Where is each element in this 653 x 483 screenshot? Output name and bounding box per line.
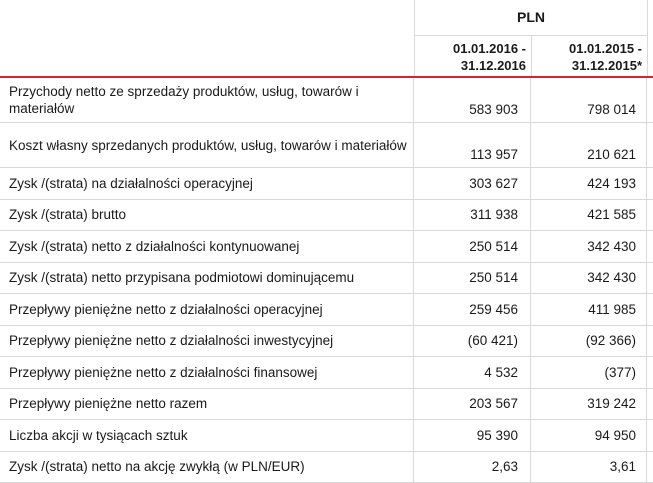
value-2015: 798 014: [531, 78, 647, 122]
period-end: 31.12.2015*: [530, 57, 642, 74]
value-2016: (60 421): [414, 326, 531, 357]
table-row: [0, 168, 653, 200]
row-label: Zysk /(strata) netto na akcję zwykłą (w PLN/EUR): [0, 452, 414, 483]
value-2015: 3,61: [531, 452, 647, 483]
row-label: Przepływy pieniężne netto razem: [0, 389, 414, 420]
row-label: Zysk /(strata) brutto: [0, 200, 414, 231]
value-2015: 210 621: [531, 123, 647, 167]
row-label: Przepływy pieniężne netto z działalności operacyjnej: [0, 294, 414, 325]
value-2016: 2,63: [414, 452, 531, 483]
value-2015: 411 985: [531, 294, 647, 325]
value-2015: 342 430: [531, 231, 647, 262]
value-2015: 421 585: [531, 200, 647, 231]
table-row: [0, 452, 653, 483]
value-2015: (92 366): [531, 326, 647, 357]
value-2016: 4 532: [414, 357, 531, 388]
table-row: [0, 420, 653, 452]
value-2016: 250 514: [414, 263, 531, 294]
value-2016: 303 627: [414, 168, 531, 199]
column-divider: [647, 0, 648, 78]
table-row: [0, 389, 653, 421]
table-row: [0, 231, 653, 263]
row-label: Zysk /(strata) netto przypisana podmiotowi dominującemu: [0, 263, 414, 294]
table-row: [0, 78, 653, 123]
period-header-2015: [530, 40, 642, 74]
value-2015: (377): [531, 357, 647, 388]
period-end: 31.12.2016: [414, 57, 526, 74]
value-2016: 95 390: [414, 420, 531, 451]
table-body: [0, 78, 653, 483]
period-start: 01.01.2015 -: [530, 40, 642, 57]
row-label: Liczba akcji w tysiącach sztuk: [0, 420, 414, 451]
row-label: Przepływy pieniężne netto z działalności inwestycyjnej: [0, 326, 414, 357]
value-2016: 259 456: [414, 294, 531, 325]
value-2015: 94 950: [531, 420, 647, 451]
row-label: Zysk /(strata) netto z działalności kontynuowanej: [0, 231, 414, 262]
table-row: [0, 123, 653, 168]
row-label: Przychody netto ze sprzedaży produktów, usług, towarów i materiałów: [0, 78, 414, 122]
table-row: [0, 357, 653, 389]
value-2016: 113 957: [414, 123, 531, 167]
value-2016: 250 514: [414, 231, 531, 262]
value-2016: 311 938: [414, 200, 531, 231]
row-label: Koszt własny sprzedanych produktów, usług, towarów i materiałów: [0, 123, 414, 167]
value-2015: 319 242: [531, 389, 647, 420]
header-divider: [414, 35, 648, 36]
currency-header: PLN: [415, 9, 647, 25]
table-header: [0, 0, 653, 78]
value-2015: 342 430: [531, 263, 647, 294]
table-row: [0, 294, 653, 326]
period-start: 01.01.2016 -: [414, 40, 526, 57]
value-2015: 424 193: [531, 168, 647, 199]
row-label: Przepływy pieniężne netto z działalności finansowej: [0, 357, 414, 388]
value-2016: 583 903: [414, 78, 531, 122]
table-row: [0, 263, 653, 295]
row-label: Zysk /(strata) na działalności operacyjnej: [0, 168, 414, 199]
table-row: [0, 326, 653, 358]
period-header-2016: [414, 40, 526, 74]
table-row: [0, 200, 653, 232]
value-2016: 203 567: [414, 389, 531, 420]
